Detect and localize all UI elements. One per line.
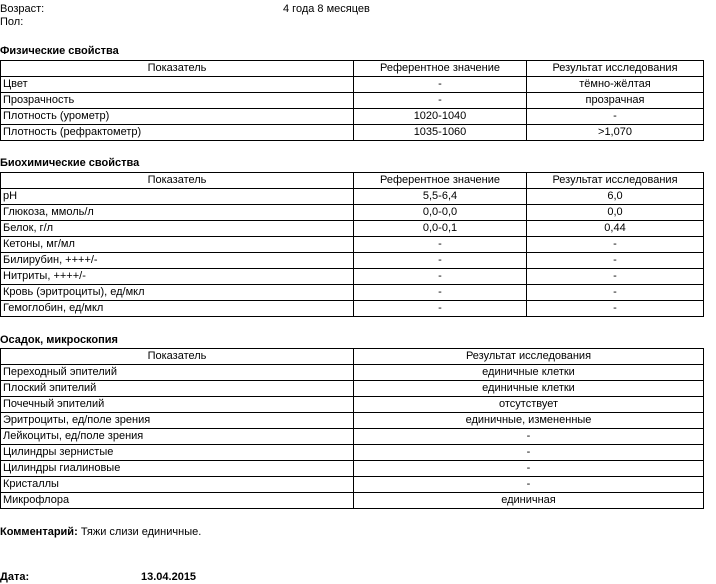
table-row bbox=[1, 445, 704, 461]
result-cell: - bbox=[354, 429, 704, 445]
indicator-cell: Белок, г/л bbox=[1, 221, 354, 237]
table-row bbox=[1, 269, 704, 285]
indicator-cell: Цвет bbox=[1, 77, 354, 93]
result-cell: - bbox=[527, 109, 704, 125]
indicator-cell: Билирубин, ++++/- bbox=[1, 253, 354, 269]
indicator-cell: Микрофлора bbox=[1, 493, 354, 509]
indicator-cell: Цилиндры гиалиновые bbox=[1, 461, 354, 477]
comment-label: Комментарий: bbox=[0, 526, 78, 538]
table-row bbox=[1, 301, 704, 317]
table-row bbox=[1, 253, 704, 269]
reference-cell: - bbox=[354, 93, 527, 109]
reference-cell: 1035-1060 bbox=[354, 125, 527, 141]
table-row bbox=[1, 221, 704, 237]
reference-cell: 5,5-6,4 bbox=[354, 189, 527, 205]
result-cell: - bbox=[354, 461, 704, 477]
result-cell: прозрачная bbox=[527, 93, 704, 109]
result-cell: тёмно-жёлтая bbox=[527, 77, 704, 93]
reference-cell: - bbox=[354, 253, 527, 269]
table-row bbox=[1, 109, 704, 125]
result-cell: - bbox=[527, 253, 704, 269]
table-row bbox=[1, 493, 704, 509]
indicator-cell: Прозрачность bbox=[1, 93, 354, 109]
indicator-cell: Лейкоциты, ед/поле зрения bbox=[1, 429, 354, 445]
result-cell: >1,070 bbox=[527, 125, 704, 141]
sex-label: Пол: bbox=[0, 16, 24, 28]
table-row bbox=[1, 381, 704, 397]
column-header: Референтное значение bbox=[354, 61, 527, 77]
reference-cell: - bbox=[354, 285, 527, 301]
reference-cell: 0,0-0,0 bbox=[354, 205, 527, 221]
table-row bbox=[1, 125, 704, 141]
age-label: Возраст: bbox=[0, 3, 45, 15]
table-row bbox=[1, 461, 704, 477]
indicator-cell: Плотность (урометр) bbox=[1, 109, 354, 125]
indicator-cell: Гемоглобин, ед/мкл bbox=[1, 301, 354, 317]
column-header: Результат исследования bbox=[527, 173, 704, 189]
table-row bbox=[1, 429, 704, 445]
biochem-section-title: Биохимические свойства bbox=[0, 157, 140, 169]
physical-section-title: Физические свойства bbox=[0, 45, 119, 57]
reference-cell: 0,0-0,1 bbox=[354, 221, 527, 237]
indicator-cell: Кровь (эритроциты), ед/мкл bbox=[1, 285, 354, 301]
indicator-cell: pH bbox=[1, 189, 354, 205]
table-row bbox=[1, 413, 704, 429]
biochem-table bbox=[0, 172, 704, 317]
table-row bbox=[1, 93, 704, 109]
sediment-section-title: Осадок, микроскопия bbox=[0, 334, 118, 346]
column-header: Показатель bbox=[1, 173, 354, 189]
result-cell: - bbox=[527, 269, 704, 285]
reference-cell: - bbox=[354, 237, 527, 253]
indicator-cell: Кетоны, мг/мл bbox=[1, 237, 354, 253]
table-header-row bbox=[1, 173, 704, 189]
column-header: Показатель bbox=[1, 61, 354, 77]
indicator-cell: Глюкоза, ммоль/л bbox=[1, 205, 354, 221]
result-cell: 0,44 bbox=[527, 221, 704, 237]
indicator-cell: Почечный эпителий bbox=[1, 397, 354, 413]
result-cell: 0,0 bbox=[527, 205, 704, 221]
reference-cell: 1020-1040 bbox=[354, 109, 527, 125]
date-value: 13.04.2015 bbox=[141, 571, 197, 583]
result-cell: единичная bbox=[354, 493, 704, 509]
result-cell: единичные клетки bbox=[354, 381, 704, 397]
result-cell: - bbox=[354, 445, 704, 461]
column-header: Результат исследования bbox=[527, 61, 704, 77]
result-cell: - bbox=[527, 237, 704, 253]
reference-cell: - bbox=[354, 301, 527, 317]
column-header: Результат исследования bbox=[354, 349, 704, 365]
sediment-table bbox=[0, 348, 704, 509]
indicator-cell: Переходный эпителий bbox=[1, 365, 354, 381]
age-value: 4 года 8 месяцев bbox=[283, 3, 370, 15]
result-cell: единичные клетки bbox=[354, 365, 704, 381]
result-cell: единичные, измененные bbox=[354, 413, 704, 429]
table-row bbox=[1, 189, 704, 205]
physical-table bbox=[0, 60, 704, 141]
table-row bbox=[1, 365, 704, 381]
result-cell: отсутствует bbox=[354, 397, 704, 413]
table-header-row bbox=[1, 349, 704, 365]
indicator-cell: Плотность (рефрактометр) bbox=[1, 125, 354, 141]
table-row bbox=[1, 477, 704, 493]
reference-cell: - bbox=[354, 269, 527, 285]
table-row bbox=[1, 205, 704, 221]
reference-cell: - bbox=[354, 77, 527, 93]
result-cell: - bbox=[527, 285, 704, 301]
indicator-cell: Эритроциты, ед/поле зрения bbox=[1, 413, 354, 429]
comment-text: Тяжи слизи единичные. bbox=[80, 526, 202, 538]
table-row bbox=[1, 285, 704, 301]
column-header: Референтное значение bbox=[354, 173, 527, 189]
table-row bbox=[1, 397, 704, 413]
column-header: Показатель bbox=[1, 349, 354, 365]
result-cell: - bbox=[354, 477, 704, 493]
indicator-cell: Цилиндры зернистые bbox=[1, 445, 354, 461]
table-header-row bbox=[1, 61, 704, 77]
indicator-cell: Кристаллы bbox=[1, 477, 354, 493]
comment bbox=[0, 526, 201, 539]
indicator-cell: Нитриты, ++++/- bbox=[1, 269, 354, 285]
result-cell: - bbox=[527, 301, 704, 317]
table-row bbox=[1, 77, 704, 93]
table-row bbox=[1, 237, 704, 253]
indicator-cell: Плоский эпителий bbox=[1, 381, 354, 397]
date-label: Дата: bbox=[0, 571, 30, 583]
result-cell: 6,0 bbox=[527, 189, 704, 205]
